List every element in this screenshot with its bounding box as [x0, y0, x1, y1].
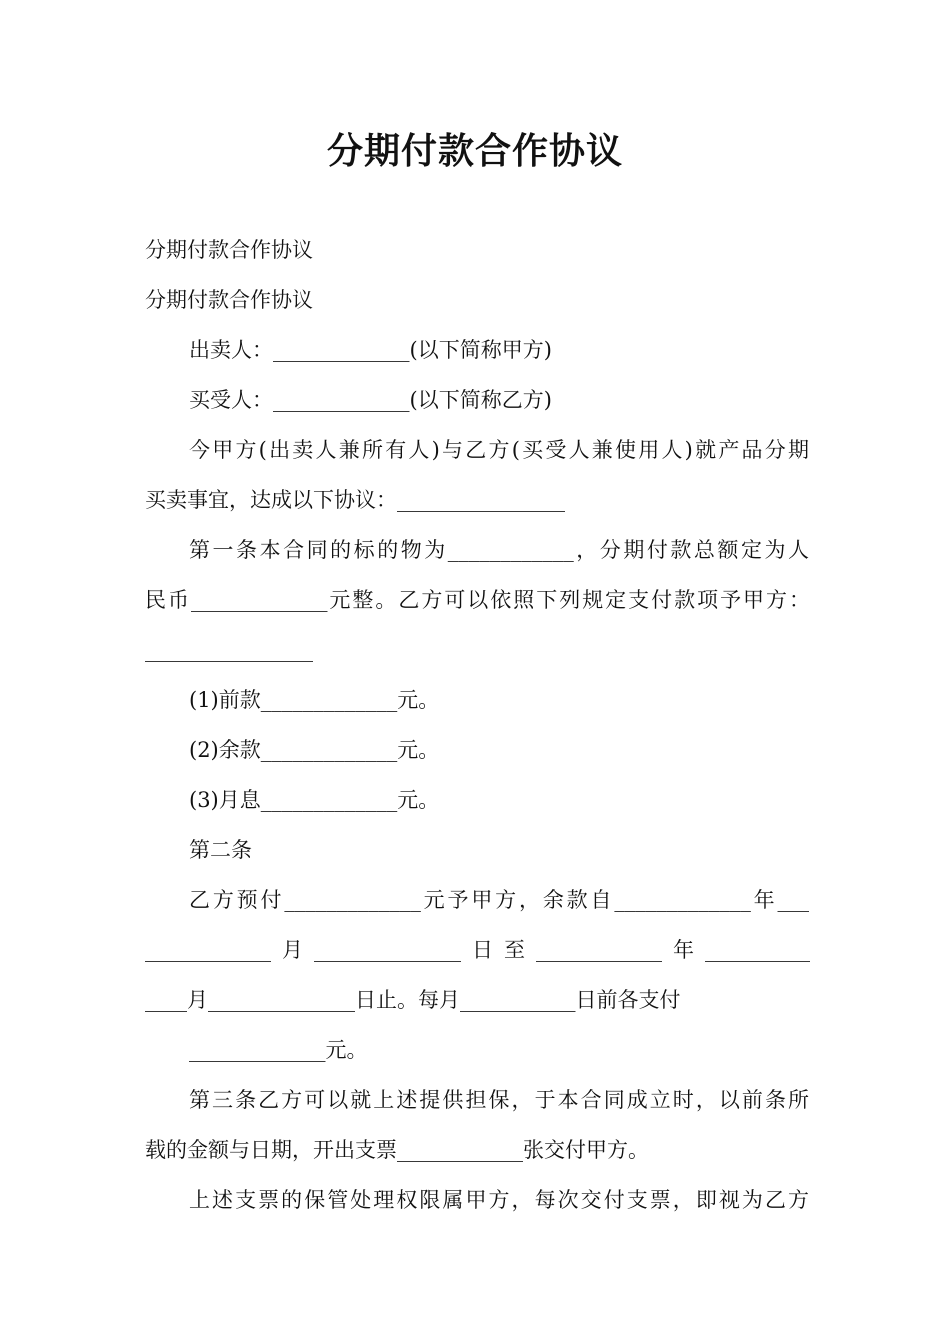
doc-line-article1-2: 民币_____________元整。乙方可以依照下列规定支付款项予甲方：	[145, 588, 810, 612]
doc-line-article3-3: 上述支票的保管处理权限属甲方，每次交付支票，即视为乙方	[189, 1188, 809, 1212]
doc-line-subtitle-1: 分期付款合作协议	[145, 238, 313, 262]
document-title: 分期付款合作协议	[326, 131, 623, 172]
doc-line-article3-1: 第三条乙方可以就上述提供担保，于本合同成立时，以前条所	[189, 1088, 809, 1112]
doc-line-subtitle-2: 分期付款合作协议	[145, 288, 313, 312]
doc-line-article2-1: 乙方预付_____________元予甲方，余款自_____________年___	[189, 888, 809, 912]
doc-line-seller: 出卖人：_____________(以下简称甲方)	[189, 338, 552, 362]
doc-line-article2-3: ____月______________日止。每月___________日前各支付	[145, 988, 681, 1012]
doc-line-preamble-2: 买卖事宜，达成以下协议：________________	[145, 488, 565, 512]
doc-line-article3-2: 载的金额与日期，开出支票____________张交付甲方。	[145, 1138, 649, 1162]
doc-line-item-3: (3)月息_____________元。	[189, 788, 440, 812]
doc-line-article2-heading: 第二条	[189, 838, 252, 862]
doc-line-article1-3: ________________	[145, 638, 313, 662]
doc-line-article2-4: _____________元。	[189, 1038, 368, 1062]
doc-line-item-2: (2)余款_____________元。	[189, 738, 440, 762]
doc-line-article1-1: 第一条本合同的标的物为____________，分期付款总额定为人	[189, 538, 809, 562]
doc-line-preamble-1: 今甲方(出卖人兼所有人)与乙方(买受人兼使用人)就产品分期	[189, 438, 809, 462]
doc-line-article2-2: ____________月______________日至____________年__________	[145, 938, 810, 962]
doc-line-buyer: 买受人：_____________(以下简称乙方)	[189, 388, 552, 412]
doc-line-item-1: (1)前款_____________元。	[189, 688, 440, 712]
